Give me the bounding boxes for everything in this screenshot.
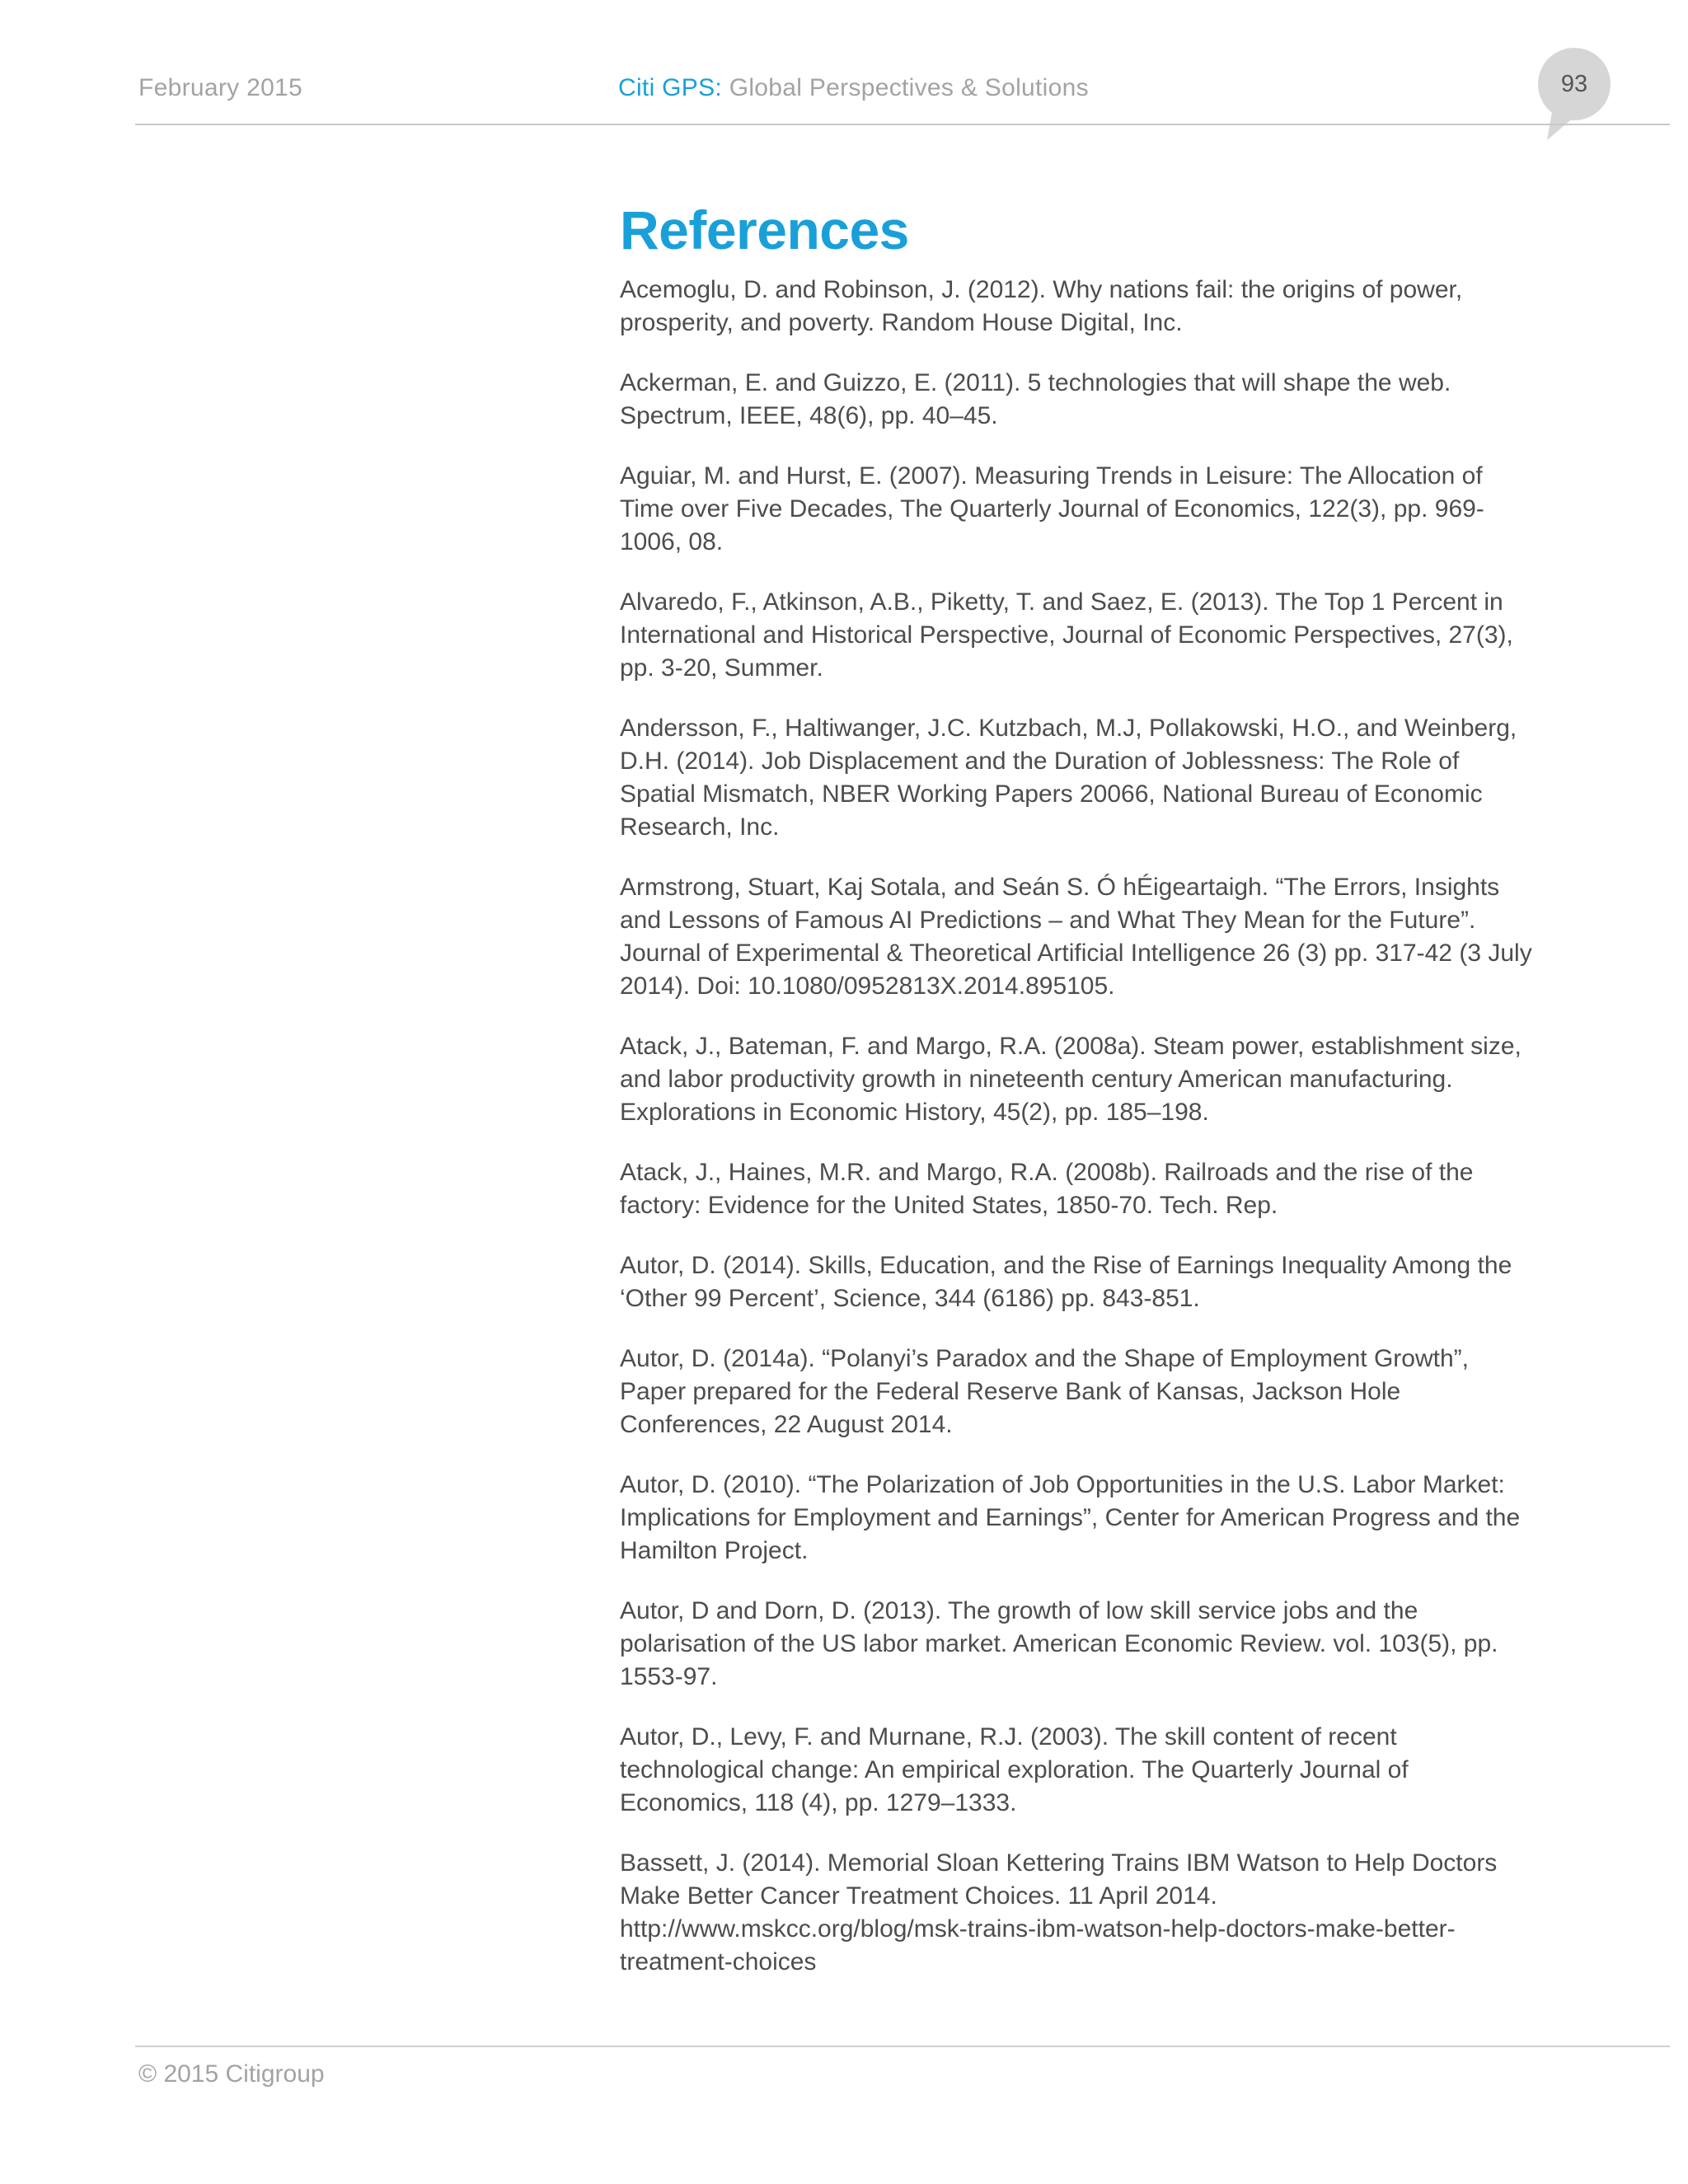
reference-item [620,367,1535,433]
reference-line: Acemoglu, D. and Robinson, J. (2012). Why nations fail: the origins of power, [620,276,1463,303]
reference-item [620,1030,1535,1129]
header-publication-title [618,74,1089,102]
page-number-badge: 93 [1538,48,1611,120]
reference-line: Ackerman, E. and Guizzo, E. (2011). 5 technologies that will shape the web. [620,369,1451,396]
reference-line: Atack, J., Haines, M.R. and Margo, R.A. (2008b). Railroads and the rise of the [620,1159,1474,1186]
reference-line: Armstrong, Stuart, Kaj Sotala, and Seán S. Ó hÉigeartaigh. “The Errors, Insights [620,874,1500,901]
reference-line: pp. 3-20, Summer. [620,654,823,682]
reference-line: factory: Evidence for the United States, 1850-70. Tech. Rep. [620,1192,1278,1219]
header-date: February 2015 [138,74,303,101]
reference-line: technological change: An empirical exploration. The Quarterly Journal of [620,1756,1409,1783]
reference-line: Make Better Cancer Treatment Choices. 11 April 2014. [620,1882,1217,1910]
reference-line: prosperity, and poverty. Random House Digital, Inc. [620,309,1183,336]
reference-line: http://www.mskcc.org/blog/msk-trains-ibm-watson-help-doctors-make-better- [620,1915,1456,1943]
reference-item [620,1469,1535,1568]
reference-line: Autor, D., Levy, F. and Murnane, R.J. (2003). The skill content of recent [620,1723,1397,1750]
reference-item [620,871,1535,1003]
reference-line: Hamilton Project. [620,1537,809,1564]
section-title: References [620,199,909,260]
reference-item [620,1847,1535,1979]
reference-line: Autor, D and Dorn, D. (2013). The growth of low skill service jobs and the [620,1597,1418,1624]
reference-line: and Lessons of Famous AI Predictions – and What They Mean for the Future”. [620,907,1476,934]
reference-line: Andersson, F., Haltiwanger, J.C. Kutzbach, M.J, Pollakowski, H.O., and Weinberg, [620,715,1517,742]
reference-line: treatment-choices [620,1948,817,1975]
reference-line: D.H. (2014). Job Displacement and the Duration of Joblessness: The Role of [620,748,1460,775]
reference-line: Time over Five Decades, The Quarterly Journal of Economics, 122(3), pp. 969- [620,495,1484,523]
reference-list [620,274,1535,1979]
reference-line: Implications for Employment and Earnings”, Center for American Progress and the [620,1504,1521,1531]
reference-item [620,1343,1535,1441]
reference-line: 1553-97. [620,1663,718,1690]
reference-item [620,712,1535,844]
reference-line: ‘Other 99 Percent’, Science, 344 (6186) pp. 843-851. [620,1285,1200,1312]
reference-line: and labor productivity growth in nineteenth century American manufacturing. [620,1066,1453,1093]
header-brand: Citi GPS: [618,74,723,101]
footer-divider [135,2046,1670,2047]
reference-line: Journal of Experimental & Theoretical Artificial Intelligence 26 (3) pp. 317-42 (3 July [620,940,1532,967]
header-divider [135,124,1670,125]
reference-line: Paper prepared for the Federal Reserve Bank of Kansas, Jackson Hole [620,1378,1401,1405]
reference-item [620,1156,1535,1222]
reference-line: Conferences, 22 August 2014. [620,1411,953,1438]
reference-item [620,1595,1535,1694]
reference-line: International and Historical Perspective, Journal of Economic Perspectives, 27(3), [620,621,1513,649]
reference-line: Autor, D. (2014a). “Polanyi’s Paradox and the Shape of Employment Growth”, [620,1345,1469,1372]
reference-line: Economics, 118 (4), pp. 1279–1333. [620,1789,1017,1816]
reference-line: 1006, 08. [620,528,724,555]
reference-item [620,274,1535,340]
footer-copyright: © 2015 Citigroup [138,2060,325,2088]
reference-line: polarisation of the US labor market. American Economic Review. vol. 103(5), pp. [620,1630,1498,1657]
reference-item [620,460,1535,559]
reference-line: Spectrum, IEEE, 48(6), pp. 40–45. [620,402,998,429]
reference-line: Research, Inc. [620,813,780,841]
reference-line: Autor, D. (2014). Skills, Education, and the Rise of Earnings Inequality Among the [620,1252,1512,1279]
reference-item [620,1249,1535,1315]
references-section [620,194,1535,2006]
reference-item [620,1721,1535,1820]
reference-line: Aguiar, M. and Hurst, E. (2007). Measuring Trends in Leisure: The Allocation of [620,462,1483,490]
reference-item [620,586,1535,685]
reference-line: Bassett, J. (2014). Memorial Sloan Kettering Trains IBM Watson to Help Doctors [620,1849,1498,1877]
reference-line: 2014). Doi: 10.1080/0952813X.2014.895105. [620,972,1115,1000]
reference-line: Spatial Mismatch, NBER Working Papers 20066, National Bureau of Economic [620,780,1483,808]
reference-line: Autor, D. (2010). “The Polarization of Job Opportunities in the U.S. Labor Market: [620,1471,1505,1498]
page-number-badge-pointer [1547,112,1580,140]
reference-line: Alvaredo, F., Atkinson, A.B., Piketty, T. and Saez, E. (2013). The Top 1 Percent in [620,588,1503,616]
reference-line: Explorations in Economic History, 45(2), pp. 185–198. [620,1099,1209,1126]
reference-line: Atack, J., Bateman, F. and Margo, R.A. (2008a). Steam power, establishment size, [620,1033,1522,1060]
header-subtitle: Global Perspectives & Solutions [722,74,1089,101]
